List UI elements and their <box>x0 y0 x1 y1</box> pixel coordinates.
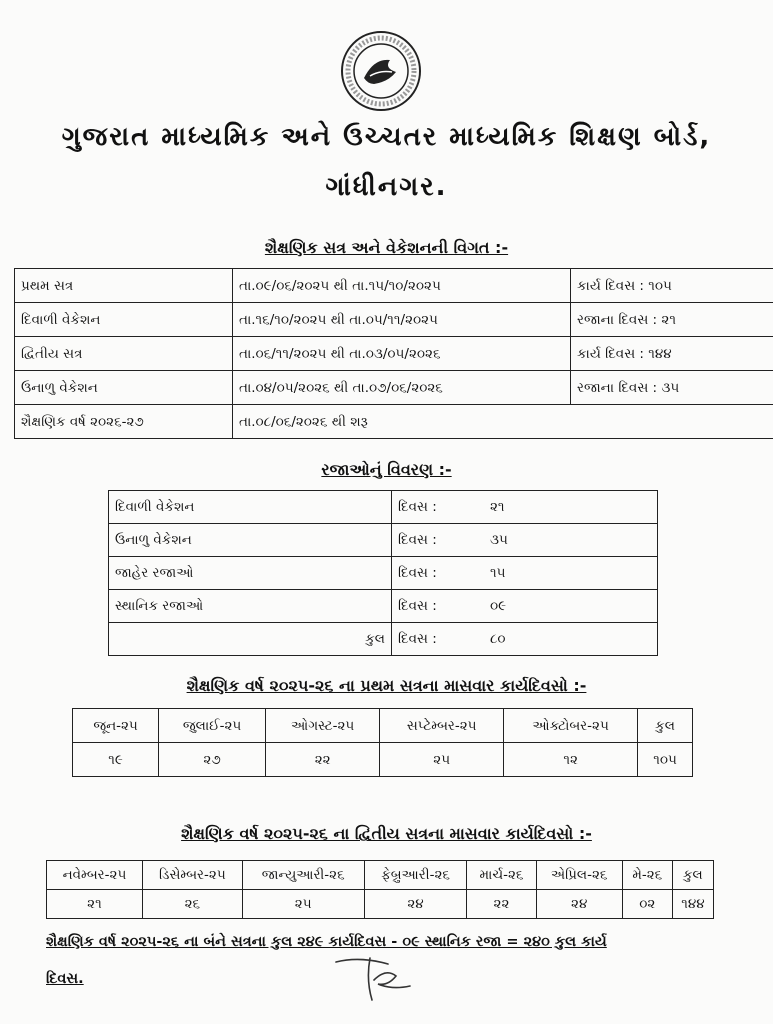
session-period: તા.૦૮/૦૬/૨૦૨૬ થી શરૂ <box>233 405 773 439</box>
term1-day-count: ૨૫ <box>380 743 504 777</box>
term1-month: ઓગસ્ટ-૨૫ <box>266 709 380 743</box>
session-name: દ્વિતીય સત્ર <box>15 337 233 371</box>
session-name: ઉનાળુ વેકેશન <box>15 371 233 405</box>
session-row <box>15 303 773 337</box>
term2-day-count: ૨૬ <box>142 890 242 919</box>
term1-day-count: ૧૦૫ <box>638 743 693 777</box>
session-period: તા.૦૪/૦૫/૨૦૨૬ થી તા.૦૭/૦૬/૨૦૨૬ <box>233 371 571 405</box>
session-row <box>15 371 773 405</box>
session-name: દિવાળી વેકેશન <box>15 303 233 337</box>
holiday-value: ૦૯ <box>484 590 658 623</box>
term2-month: નવેમ્બર-૨૫ <box>47 861 143 890</box>
term2-days-row <box>47 890 714 919</box>
board-logo-icon <box>340 30 422 112</box>
board-title: ગુજરાત માધ્યમિક અને ઉચ્ચતર માધ્યમિક શિક્ષણ બોર્ડ, <box>61 122 712 152</box>
term1-day-count: ૨૨ <box>266 743 380 777</box>
term1-day-count: ૧૯ <box>73 743 159 777</box>
term2-day-count: ૨૧ <box>47 890 143 919</box>
term2-table <box>46 860 714 919</box>
session-table <box>14 268 773 439</box>
term2-day-count: ૧૪૪ <box>672 890 713 919</box>
session-name: પ્રથમ સત્ર <box>15 269 233 303</box>
session-period: તા.૦૬/૧૧/૨૦૨૫ થી તા.૦૩/૦૫/૨૦૨૬ <box>233 337 571 371</box>
holiday-total-row <box>109 623 658 656</box>
term1-days-row <box>73 743 693 777</box>
term1-month: કુલ <box>638 709 693 743</box>
term2-heading: શૈક્ષણિક વર્ષ ૨૦૨૫-૨૬ ના દ્વિતીય સત્રના માસવાર કાર્યદિવસો :- <box>181 824 592 843</box>
holiday-heading: રજાઓનું વિવરણ :- <box>321 460 452 479</box>
holiday-row <box>109 491 658 524</box>
term1-heading: શૈક્ષણિક વર્ષ ૨૦૨૫-૨૬ ના પ્રથમ સત્રના માસવાર કાર્યદિવસો :- <box>186 676 587 695</box>
session-row <box>15 337 773 371</box>
term1-months-row <box>73 709 693 743</box>
holiday-row <box>109 557 658 590</box>
term2-months-row <box>47 861 714 890</box>
session-period: તા.૦૯/૦૬/૨૦૨૫ થી તા.૧૫/૧૦/૨૦૨૫ <box>233 269 571 303</box>
session-period: તા.૧૬/૧૦/૨૦૨૫ થી તા.૦૫/૧૧/૨૦૨૫ <box>233 303 571 337</box>
term2-month: એપ્રિલ-૨૬ <box>536 861 622 890</box>
board-city: ગાંધીનગર. <box>325 172 448 202</box>
term1-month: સપ્ટેમ્બર-૨૫ <box>380 709 504 743</box>
holiday-value: ૧૫ <box>484 557 658 590</box>
holiday-value: ૨૧ <box>484 491 658 524</box>
holiday-name: ઉનાળુ વેકેશન <box>109 524 392 557</box>
summary-end: દિવસ. <box>46 971 84 987</box>
term2-month: જાન્યુઆરી-૨૬ <box>242 861 364 890</box>
holiday-row <box>109 590 658 623</box>
term1-table <box>72 708 693 777</box>
session-heading: શૈક્ષણિક સત્ર અને વેકેશનની વિગત :- <box>264 238 509 257</box>
term2-month: માર્ચ-૨૬ <box>467 861 536 890</box>
term1-month: ઓક્ટોબર-૨૫ <box>504 709 638 743</box>
term2-day-count: ૦૨ <box>622 890 672 919</box>
term1-month: જૂન-૨૫ <box>73 709 159 743</box>
term1-day-count: ૧૨ <box>504 743 638 777</box>
holiday-total-value: ૮૦ <box>484 623 658 656</box>
session-days: રજાના દિવસ : ૩૫ <box>571 371 773 405</box>
session-row <box>15 405 773 439</box>
term2-month: કુલ <box>672 861 713 890</box>
summary-line: શૈક્ષણિક વર્ષ ૨૦૨૫-૨૬ ના બંને સત્રના કુલ ૨૪૯ કાર્યદિવસ - ૦૯ સ્થાનિક રજા = ૨૪૦ કુલ કાર્ય <box>46 934 607 950</box>
holiday-total-name: કુલ <box>109 623 392 656</box>
holiday-total-label: દિવસ : <box>392 623 485 656</box>
term2-month: ફેબ્રુઆરી-૨૬ <box>364 861 467 890</box>
term1-month: જુલાઈ-૨૫ <box>159 709 266 743</box>
holiday-name: દિવાળી વેકેશન <box>109 491 392 524</box>
holiday-value: ૩૫ <box>484 524 658 557</box>
holiday-table <box>108 490 658 656</box>
holiday-label: દિવસ : <box>392 590 485 623</box>
holiday-name: જાહેર રજાઓ <box>109 557 392 590</box>
session-days: રજાના દિવસ : ૨૧ <box>571 303 773 337</box>
session-name: શૈક્ષણિક વર્ષ ૨૦૨૬-૨૭ <box>15 405 233 439</box>
holiday-row <box>109 524 658 557</box>
term2-month: ડિસેમ્બર-૨૫ <box>142 861 242 890</box>
holiday-label: દિવસ : <box>392 491 485 524</box>
signature-icon <box>330 950 420 1005</box>
term2-day-count: ૨૨ <box>467 890 536 919</box>
holiday-label: દિવસ : <box>392 557 485 590</box>
term2-day-count: ૨૪ <box>364 890 467 919</box>
term2-day-count: ૨૪ <box>536 890 622 919</box>
term2-day-count: ૨૫ <box>242 890 364 919</box>
session-days: કાર્ય દિવસ : ૧૪૪ <box>571 337 773 371</box>
session-row <box>15 269 773 303</box>
term1-day-count: ૨૭ <box>159 743 266 777</box>
holiday-label: દિવસ : <box>392 524 485 557</box>
holiday-name: સ્થાનિક રજાઓ <box>109 590 392 623</box>
term2-month: મે-૨૬ <box>622 861 672 890</box>
session-days: કાર્ય દિવસ : ૧૦૫ <box>571 269 773 303</box>
